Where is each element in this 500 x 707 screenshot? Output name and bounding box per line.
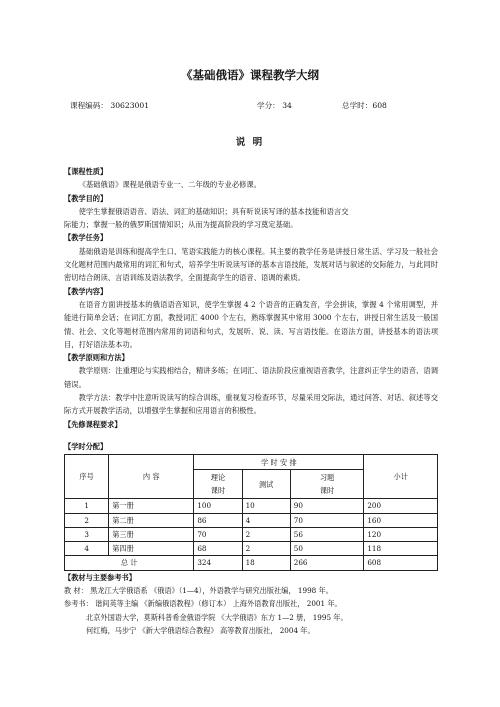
refs-label: 参考书： <box>64 599 93 609</box>
table-row <box>65 542 438 556</box>
table-header-schedule: 学 时 安 排 <box>194 455 364 470</box>
cell-content: 第四册 <box>109 542 194 556</box>
cell-content: 第三册 <box>109 527 194 541</box>
cell-theory: 70 <box>194 527 242 541</box>
cell-total: 118 <box>364 542 438 556</box>
cell-test: 2 <box>242 527 290 541</box>
cell-total: 200 <box>364 499 438 513</box>
text-goals-1: 使学生掌握俄语语音、语法、词汇的基础知识；具有听说读写译的基本技能和语言交 <box>78 206 349 216</box>
textbook-entry: 黑龙江大学俄语系 《俄语》（1—4），外语教学与研究出版社编， 1998 年。 <box>90 586 333 596</box>
cell-test: 4 <box>242 513 290 527</box>
heading-goals: 【教学目的】 <box>64 193 108 203</box>
reference-entry-3: 何红梅，马步宁 《新大学俄语综合教程》 高等教育出版社， 2004 年。 <box>86 625 315 635</box>
cell-theory: 86 <box>194 513 242 527</box>
cell-seq: 3 <box>65 527 109 541</box>
text-tasks: 基础俄语是训练和提高学生口、笔语实践能力的核心课程。其主要的教学任务是讲授日常生活、学习及一般社会文化题材范围内最常用的词汇和句式，培养学生听说读写译的基本言语技能，发展对话与叙述的交际能力，与此同时密切结合朗读、言语训练及语法教学，全面提高学生的语音、语调的素质。 <box>64 246 438 283</box>
document-body <box>64 165 438 637</box>
cell-theory: 100 <box>194 499 242 513</box>
table-header-content: 内 容 <box>109 455 194 499</box>
reference-entry-2: 北京外国语大学，莫斯科普希金俄语学院 《大学俄语》东方 1—2 册， 1995 年。 <box>86 612 348 622</box>
course-info-row <box>70 100 450 112</box>
textbook-label: 教 材： <box>64 586 88 596</box>
reference-entry-1: 谐间英等主编 《新编俄语教程》（修订本） 上海外语教育出版社， 2001 年。 <box>95 599 342 609</box>
cell-seq: 4 <box>65 542 109 556</box>
cell-sum-label: 总 计 <box>65 556 194 570</box>
document-title: 《基础俄语》课程教学大纲 <box>181 68 319 82</box>
cell-test: 2 <box>242 542 290 556</box>
cell-total: 120 <box>364 527 438 541</box>
heading-content: 【教学内容】 <box>64 286 108 296</box>
text-principles-2: 教学方法：教学中注意听说读写的综合训练，重视复习检查环节，尽量采用交际法，通过问答、对话、叙述等交际方式开展教学活动，以增强学生掌握和应用语言的积极性。 <box>64 393 438 416</box>
cell-exercise: 90 <box>290 499 364 513</box>
text-principles-1: 教学原则：注重理论与实践相结合，精讲多练；在词汇、语法阶段应重视语音教学，注意纠正学生的语音、语调错误。 <box>64 366 438 389</box>
heading-hours: 【学时分配】 <box>64 441 108 451</box>
cell-theory: 68 <box>194 542 242 556</box>
course-code: 课程编码： 30623001 <box>70 101 150 110</box>
text-goals-2: 际能力；掌握一般的俄罗斯国情知识；从而为提高阶段的学习奠定基础。 <box>64 220 298 230</box>
table-header-seq: 序号 <box>65 455 109 499</box>
cell-sum-total: 608 <box>364 556 438 570</box>
table-row <box>65 499 438 513</box>
table-header-total: 小计 <box>364 455 438 499</box>
heading-materials: 【教材与主要参考书】 <box>64 572 136 582</box>
cell-seq: 2 <box>65 513 109 527</box>
cell-exercise: 50 <box>290 542 364 556</box>
table-header-test: 测试 <box>242 470 290 499</box>
table-row <box>65 527 438 541</box>
table-header-exercise: 习题 课时 <box>290 470 364 499</box>
table-sum-row <box>65 556 438 570</box>
heading-principles: 【教学原则和方法】 <box>64 353 129 363</box>
cell-seq: 1 <box>65 499 109 513</box>
hours-table <box>64 454 438 570</box>
cell-sum-exercise: 266 <box>290 556 364 570</box>
text-nature: 《基础俄语》课程是俄语专业一、二年级的专业必修课。 <box>78 180 262 190</box>
references <box>64 584 438 637</box>
cell-content: 第二册 <box>109 513 194 527</box>
cell-sum-test: 18 <box>242 556 290 570</box>
heading-prereq: 【先修课程要求】 <box>64 419 122 429</box>
course-total-hours: 总学时：608 <box>342 101 387 110</box>
table-row <box>65 513 438 527</box>
section-title: 说 明 <box>235 137 265 148</box>
cell-total: 160 <box>364 513 438 527</box>
table-header-theory: 理论 课时 <box>194 470 242 499</box>
cell-sum-theory: 324 <box>194 556 242 570</box>
text-content: 在语音方面讲授基本的俄语语音知识，使学生掌握 4 2 个语音的正确发音，学会拼读，掌握 4 个常用调型，并能进行简单会话；在词汇方面，教授词汇 4000 个左右，熟练掌握其中常用 3000 个左右，讲授日常生活及一般国情、社会、文化等题材范围内常用的词语和句式，发展听、说、读、写言语技能。在语法方面，讲授基本的语法项目，打好语法基本功。 <box>64 299 438 349</box>
course-credits: 学分： 34 <box>257 101 292 110</box>
cell-content: 第一册 <box>109 499 194 513</box>
heading-tasks: 【教学任务】 <box>64 233 108 243</box>
cell-exercise: 70 <box>290 513 364 527</box>
cell-exercise: 56 <box>290 527 364 541</box>
cell-test: 10 <box>242 499 290 513</box>
heading-nature: 【课程性质】 <box>64 167 108 176</box>
